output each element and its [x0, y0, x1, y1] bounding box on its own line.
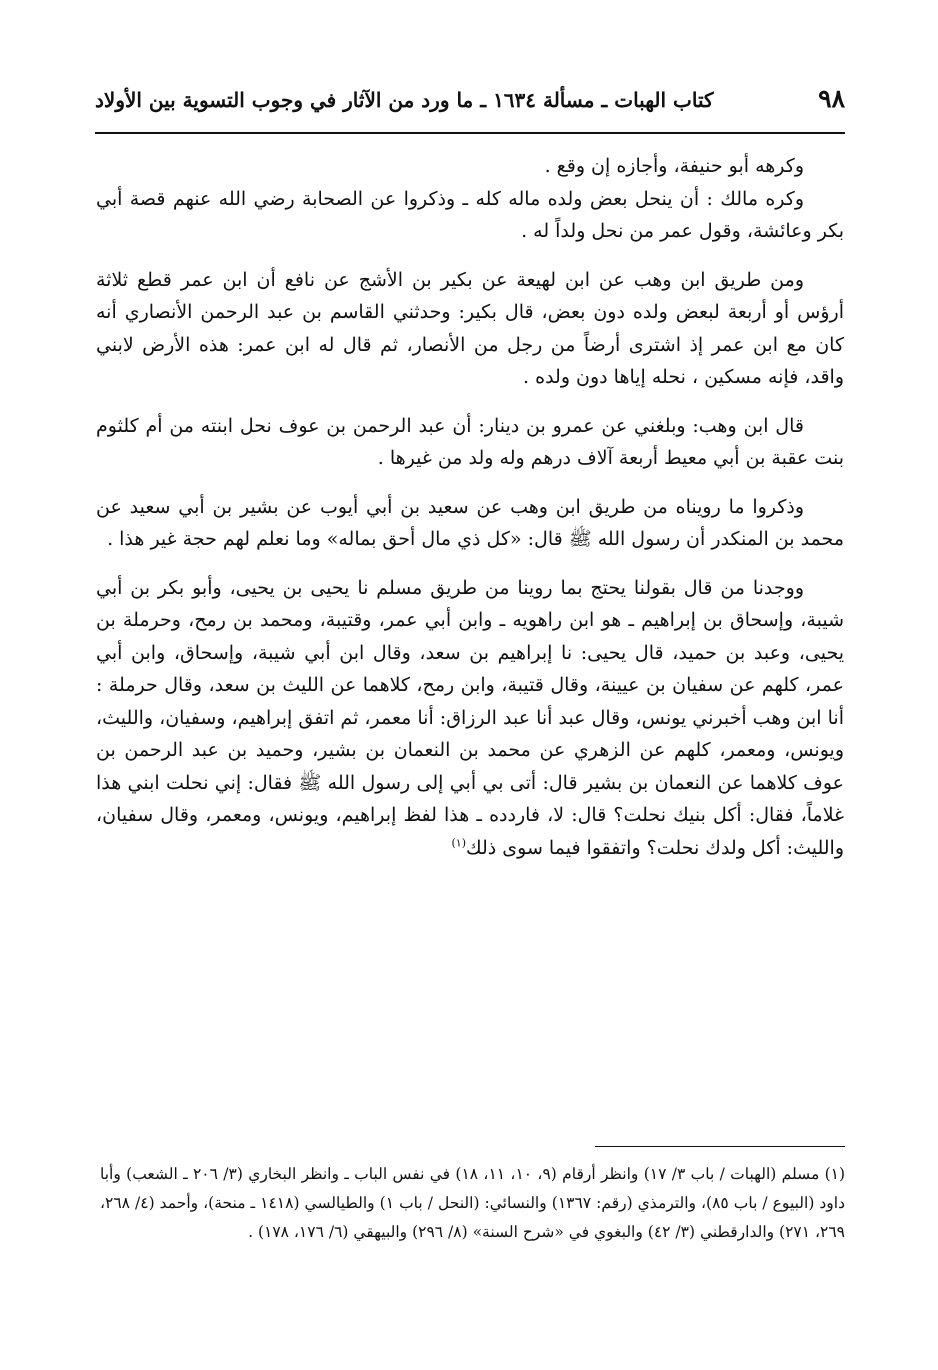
page-header	[95, 84, 845, 124]
paragraph-6	[96, 572, 844, 865]
paragraph-1: وكرهه أبو حنيفة، وأجازه إن وقع .	[544, 155, 804, 177]
page-number: ٩٨	[818, 84, 845, 113]
header-divider	[95, 132, 845, 134]
paragraph-4: قال ابن وهب: وبلغني عن عمرو بن دينار: أن عبد الرحمن بن عوف نحل ابنته من أم كلثوم بنت عقبة بن أبي معيط أربعة آلاف درهم وله ولد من غيرها .	[96, 414, 844, 469]
running-title: كتاب الهبات ـ مسألة ١٦٣٤ ـ ما ورد من الآثار في وجوب التسوية بين الأولاد	[95, 88, 714, 112]
paragraph-3: ومن طريق ابن وهب عن ابن لهيعة عن بكير بن الأشج عن نافع أن ابن عمر قطع ثلاثة أرؤس أو أربعة لبعض ولده دون بعض، قال بكير: وحدثني القاسم بن عبد الرحمن الأنصاري أنه كان مع ابن عمر إذ اشترى أرضاً من رجل من الأنصار، ثم قال له ابن عمر: هذه الأرض لابني واقد، فإنه مسكين ، نحله إياها دون ولده .	[96, 268, 844, 388]
paragraph-6-text: ووجدنا من قال بقولنا يحتج بما روينا من طريق مسلم نا يحيى بن يحيى، وأبو بكر بن أبي شيبة، وإسحاق بن إبراهيم ـ هو ابن راهويه ـ وابن أبي عمر، وقتيبة، ومحمد بن رمح، وحرملة بن يحيى، وعبد بن حميد، قال يحيى: نا إبراهيم بن سعد، وقال ابن أبي شيبة، وإسحاق، وابن أبي عمر، كلهم عن سفيان بن عيينة، وقال قتيبة، وابن رمح، كلاهما عن الليث بن سعد، وقال حرملة : أنا ابن وهب أخبرني يونس، وقال عبد أنا عبد الرزاق: أنا معمر، ثم اتفق إبراهيم، وسفيان، والليث، ويونس، ومعمر، كلهم عن الزهري عن محمد بن النعمان بن بشير، وحميد بن عبد الرحمن بن عوف كلاهما عن النعمان بن بشير قال: أتى بي أبي إلى رسول الله ﷺ فقال: إني نحلت ابني هذا غلاماً، فقال: أكل بنيك نحلت؟ قال: لا، فاردده ـ هذا لفظ إبراهيم، ويونس، ومعمر، وقال سفيان، والليث: أكل ولدك نحلت؟ واتفقوا فيما سوى ذلك	[96, 576, 844, 859]
main-text	[96, 150, 844, 864]
footnote-divider	[595, 1146, 845, 1147]
paragraph-2: وكره مالك : أن ينحل بعض ولده ماله كله ـ وذكروا عن الصحابة رضي الله عنهم قصة أبي بكر وعائشة، وقول عمر من نحل ولداً له .	[96, 187, 844, 242]
paragraph-5: وذكروا ما رويناه من طريق ابن وهب عن سعيد بن أبي أيوب عن بشير بن أبي سعيد عن محمد بن المنكدر أن رسول الله ﷺ قال: «كل ذي مال أحق بماله» وما نعلم لهم حجة غير هذا .	[96, 495, 844, 550]
footnote-marker[interactable]: (١)	[451, 836, 466, 850]
footnotes	[100, 1160, 845, 1247]
footnote-1: (١) مسلم (الهبات / باب ٣/ ١٧) وانظر أرقام (٩، ١٠، ١١، ١٨) في نفس الباب ـ وانظر البخاري (٣/ ٢٠٦ ـ الشعب) وأبا داود (البيوع / باب ٨٥)، والترمذي (رقم: ١٣٦٧) والنسائي: (النحل / باب ١) والطيالسي (١٤١٨ ـ منحة)، وأحمد (٤/ ٢٦٨، ٢٦٩، ٢٧١) والدارقطني (٣/ ٤٢) والبغوي في «شرح السنة» (٨/ ٢٩٦) والبيهقي (٦/ ١٧٦، ١٧٨) .	[100, 1165, 846, 1241]
